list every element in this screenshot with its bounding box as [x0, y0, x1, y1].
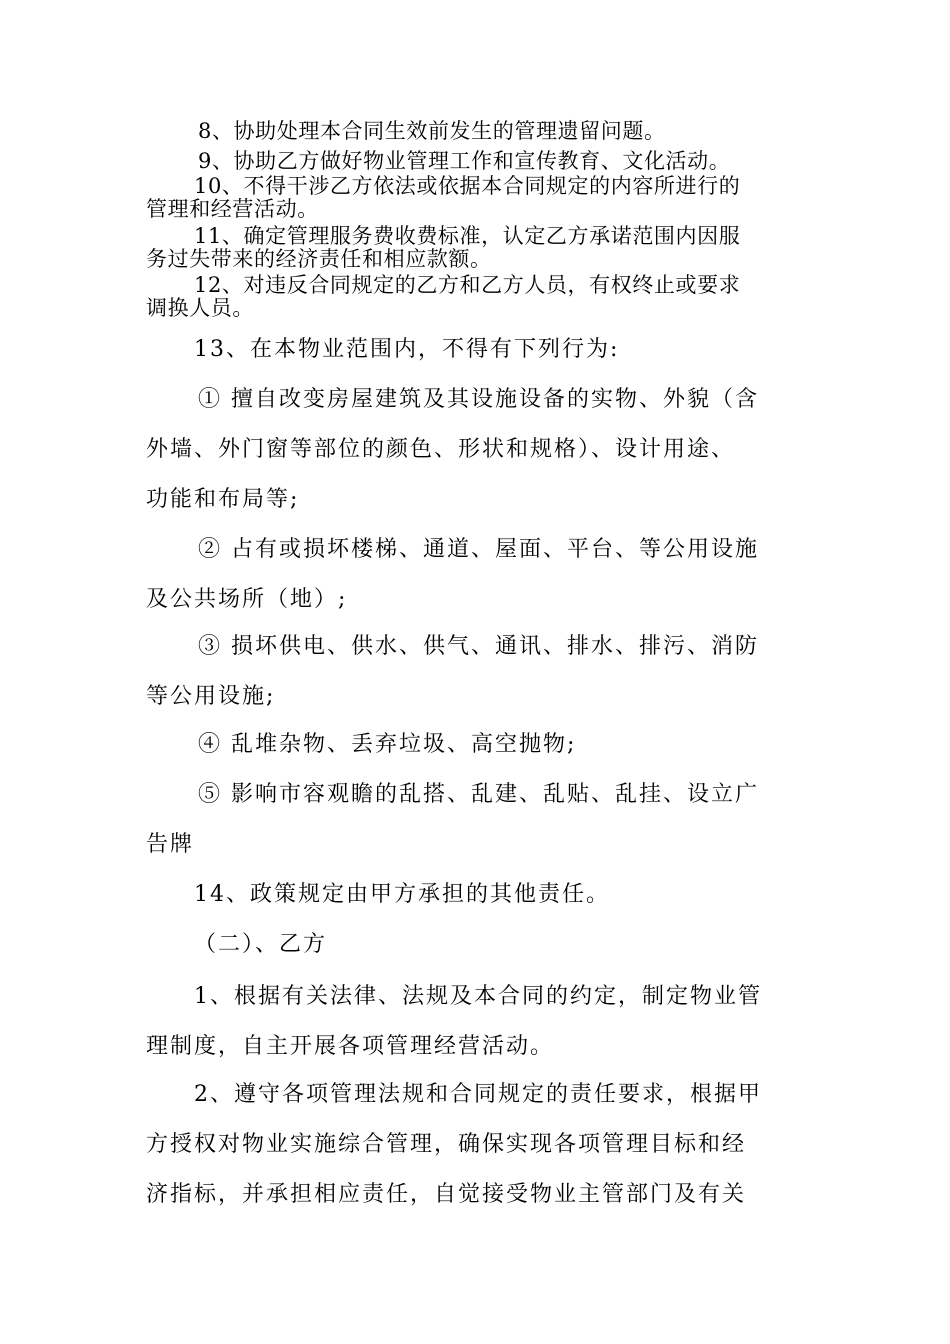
clause-text-line: 13、在本物业范围内，不得有下列行为:	[194, 337, 620, 362]
clause-text-line: 方授权对物业实施综合管理，确保实现各项管理目标和经	[146, 1132, 747, 1157]
clause-text-line: ⑤ 影响市容观瞻的乱搭、乱建、乱贴、乱挂、设立广	[198, 782, 759, 807]
prohibited-item-1	[146, 375, 806, 525]
clause-text-line: ④ 乱堆杂物、丢弃垃圾、高空抛物;	[198, 732, 577, 757]
clause-text-line: 务过失带来的经济责任和相应款额。	[146, 247, 492, 271]
clause-text-line: ② 占有或损坏楼梯、通道、屋面、平台、等公用设施	[198, 537, 759, 562]
clause-13	[146, 325, 806, 375]
clause-text-line: ③ 损坏供电、供水、供气、通讯、排水、排污、消防	[198, 634, 759, 659]
party-b-clause-1	[146, 972, 806, 1072]
clause-text-line: 11、确定管理服务费收费标准，认定乙方承诺范围内因服	[194, 224, 741, 248]
clause-text-line: 告牌	[146, 832, 195, 857]
clause-11	[146, 225, 806, 271]
clause-text-line: 管理和经营活动。	[146, 197, 319, 221]
clause-text-line: 10、不得干涉乙方依法或依据本合同规定的内容所进行的	[194, 174, 741, 198]
clause-12	[146, 274, 806, 320]
clause-text-line: ① 擅自改变房屋建筑及其设施设备的实物、外貌（含	[198, 387, 759, 412]
clause-text-line: 外墙、外门窗等部位的颜色、形状和规格）、设计用途、	[146, 437, 736, 462]
clause-text-line: 济指标，并承担相应责任，自觉接受物业主管部门及有关	[146, 1182, 747, 1207]
clause-text-line: 14、政策规定由甲方承担的其他责任。	[194, 882, 610, 907]
clause-text-line: 8、协助处理本合同生效前发生的管理遗留问题。	[198, 119, 666, 143]
clause-text-line: 12、对违反合同规定的乙方和乙方人员，有权终止或要求	[194, 273, 741, 297]
clause-14	[146, 870, 806, 920]
clause-text-line: 等公用设施;	[146, 684, 276, 709]
section-heading-text: （二）、乙方	[194, 932, 328, 957]
prohibited-item-4	[146, 720, 806, 770]
clause-9	[146, 150, 806, 173]
prohibited-item-5	[146, 770, 806, 870]
clause-10	[146, 175, 806, 221]
party-b-clause-2	[146, 1070, 806, 1220]
section-heading-party-b	[146, 920, 806, 970]
clause-text-line: 1、根据有关法律、法规及本合同的约定，制定物业管	[194, 984, 762, 1009]
clause-text-line: 调换人员。	[146, 296, 254, 320]
clause-text-line: 及公共场所（地）;	[146, 587, 348, 612]
clause-text-line: 理制度，自主开展各项管理经营活动。	[146, 1034, 555, 1059]
prohibited-item-3	[146, 622, 806, 722]
clause-text-line: 功能和布局等;	[146, 487, 300, 512]
clause-text-line: 2、遵守各项管理法规和合同规定的责任要求，根据甲	[194, 1082, 762, 1107]
clause-8	[146, 120, 806, 143]
prohibited-item-2	[146, 525, 806, 625]
clause-text-line: 9、协助乙方做好物业管理工作和宣传教育、文化活动。	[198, 149, 731, 173]
